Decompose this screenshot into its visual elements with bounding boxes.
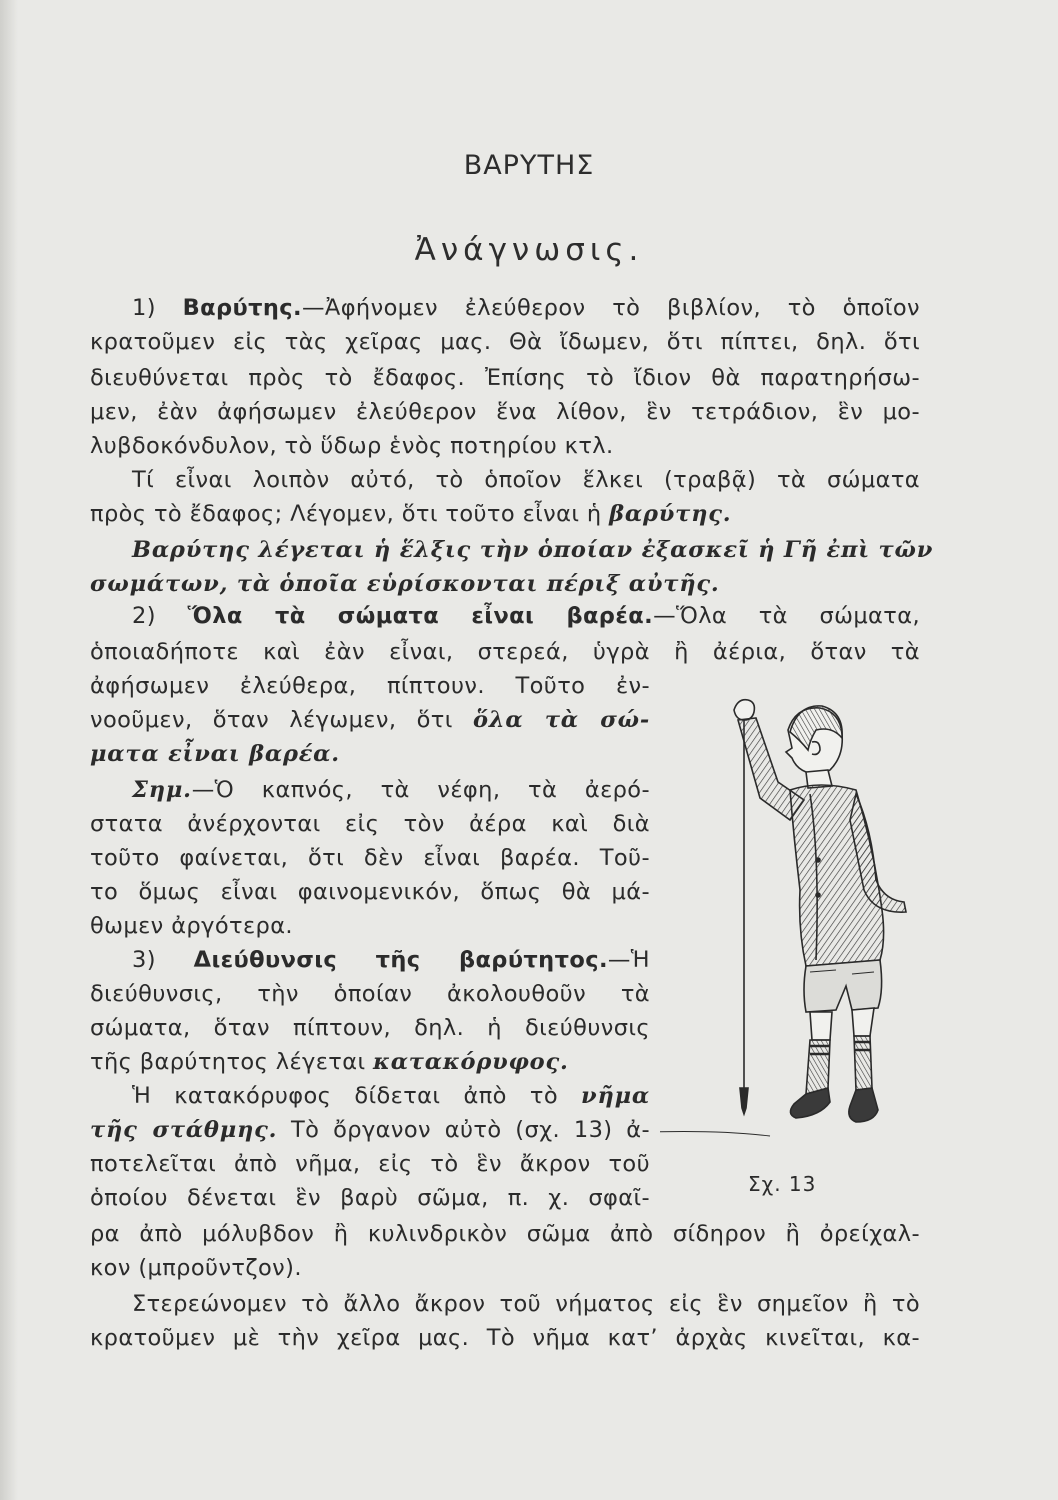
line-text: κον (μπροῦντζον). <box>90 1255 302 1281</box>
chapter-heading: ΒΑΡΥΤΗΣ <box>463 150 595 181</box>
emphasis-term: βαρύτης. <box>609 501 732 527</box>
emphasis-term: νῆμα <box>581 1083 650 1109</box>
text-line <box>90 293 920 323</box>
line-text: λυβδοκόνδυλον, τὸ ὕδωρ ἑνὸς ποτηρίου κτλ. <box>90 433 614 459</box>
line-text: κρατοῦμεν εἰς τὰς χεῖρας μας. Θὰ ἴδωμεν, ὅτι πίπτει, δηλ. ὅτι <box>90 329 920 355</box>
line-text: κρατοῦμεν μὲ τὴν χεῖρα μας. Τὸ νῆμα κατ’ ἀρχὰς κινεῖται, κα- <box>90 1325 920 1351</box>
line-text: —Ὁ καπνός, τὰ νέφη, τὰ ἀερό- <box>191 777 650 803</box>
line-text: πρὸς τὸ ἔδαφος; Λέγομεν, ὅτι τοῦτο εἶναι ἡ <box>90 501 610 527</box>
text-line <box>90 327 920 357</box>
text-line <box>90 397 920 427</box>
text-line <box>90 569 920 599</box>
text-line <box>90 637 920 667</box>
text-line <box>90 1253 920 1283</box>
note-label: Σημ. <box>132 777 192 803</box>
text-line <box>90 1115 650 1145</box>
text-line <box>90 671 650 701</box>
text-line <box>90 499 920 529</box>
line-text: τῆς βαρύτητος λέγεται <box>90 1049 374 1075</box>
line-text: ρα ἀπὸ μόλυβδον ἢ κυλινδρικὸν σῶμα ἀπὸ σίδηρον ἢ ὀρείχαλ- <box>90 1221 920 1247</box>
text-line <box>90 363 920 393</box>
line-text: στατα ἀνέρχονται εἰς τὸν ἀέρα καὶ διὰ <box>90 811 650 837</box>
text-line <box>90 1149 650 1179</box>
line-text: το ὅμως εἶναι φαινομενικόν, ὅπως θὰ μά- <box>90 879 650 905</box>
text-line <box>90 1183 650 1213</box>
line-text: μεν, ἐὰν ἀφήσωμεν ἐλεύθερον ἕνα λίθον, ἓν τετράδιον, ἓν μο- <box>90 399 920 425</box>
line-text: θωμεν ἀργότερα. <box>90 913 293 939</box>
line-text: ποτελεῖται ἀπὸ νῆμα, εἰς τὸ ἓν ἄκρον τοῦ <box>90 1151 650 1177</box>
item-title: Βαρύτης. <box>182 295 302 321</box>
plumb-line-illustration <box>660 690 930 1160</box>
line-text: ἀφήσωμεν ἐλεύθερα, πίπτουν. Τοῦτο ἐν- <box>90 673 650 699</box>
text-line <box>90 775 650 805</box>
emphasis-term: κατακόρυφος. <box>373 1049 569 1075</box>
item-title: Ὅλα τὰ σώματα εἶναι βαρέα. <box>187 603 654 629</box>
item-title: Διεύθυνσις τῆς βαρύτητος. <box>193 947 608 973</box>
text-line <box>90 1289 920 1319</box>
text-line <box>90 1219 920 1249</box>
line-text: διευθύνεται πρὸς τὸ ἔδαφος. Ἐπίσης τὸ ἴδιον θὰ παρατηρήσω- <box>90 365 920 391</box>
line-text: νοοῦμεν, ὅταν λέγωμεν, ὅτι <box>90 707 474 733</box>
text-line <box>90 535 934 565</box>
line-text: —Ἡ <box>607 947 650 973</box>
item-number: 1) <box>132 295 183 321</box>
line-text: —Ὅλα τὰ σώματα, <box>653 603 921 629</box>
line-text: ὁποιαδήποτε καὶ ἐὰν εἶναι, στερεά, ὑγρὰ ἢ ἀέρια, ὅταν τὰ <box>90 639 920 665</box>
section-subheading: Ἀνάγνωσις. <box>414 232 644 268</box>
text-line <box>90 431 920 461</box>
item-number: 3) <box>132 947 194 973</box>
text-line <box>90 601 920 631</box>
text-line <box>90 1013 650 1043</box>
text-line <box>90 809 650 839</box>
emphasis-term: τῆς στάθμης. <box>90 1117 278 1143</box>
line-text: διεύθυνσις, τὴν ὁποίαν ἀκολουθοῦν τὰ <box>90 981 650 1007</box>
line-text: —Ἀφήνομεν ἐλεύθερον τὸ βιβλίον, τὸ ὁποῖον <box>302 295 920 321</box>
text-line <box>90 465 920 495</box>
text-line <box>90 1047 650 1077</box>
line-text: σώματα, ὅταν πίπτουν, δηλ. ἡ διεύθυνσις <box>90 1015 650 1041</box>
text-line <box>90 979 650 1009</box>
line-text: Ἡ κατακόρυφος δίδεται ἀπὸ τὸ <box>132 1083 582 1109</box>
text-line <box>90 739 650 769</box>
text-line <box>90 1323 920 1353</box>
text-line <box>90 911 650 941</box>
line-text: ὁποίου δένεται ἓν βαρὺ σῶμα, π. χ. σφαῖ- <box>90 1185 650 1211</box>
text-line <box>90 843 650 873</box>
line-text: τοῦτο φαίνεται, ὅτι δὲν εἶναι βαρέα. Τοῦ- <box>90 845 650 871</box>
line-text: Τί εἶναι λοιπὸν αὐτό, τὸ ὁποῖον ἕλκει (τραβᾷ) τὰ σώματα <box>132 467 920 493</box>
definition-text: σωμάτων, τὰ ὁποῖα εὑρίσκονται πέριξ αὐτῆς. <box>90 571 720 597</box>
text-line <box>90 877 650 907</box>
line-text: Τὸ ὄργανον αὐτὸ (σχ. 13) ἀ- <box>277 1117 650 1143</box>
line-text: Στερεώνομεν τὸ ἄλλο ἄκρον τοῦ νήματος εἰς ἓν σημεῖον ἢ τὸ <box>132 1291 920 1317</box>
text-line <box>90 1081 650 1111</box>
text-line <box>90 945 650 975</box>
definition-text: Βαρύτης λέγεται ἡ ἕλξις τὴν ὁποίαν ἐξασκεῖ ἡ Γῆ ἐπὶ τῶν <box>132 537 934 563</box>
figure-caption: Σχ. 13 <box>748 1172 817 1196</box>
emphasis-term: ματα εἶναι βαρέα. <box>90 741 340 767</box>
text-line <box>90 705 650 735</box>
emphasis-term: ὅλα τὰ σώ- <box>473 707 650 733</box>
item-number: 2) <box>132 603 188 629</box>
